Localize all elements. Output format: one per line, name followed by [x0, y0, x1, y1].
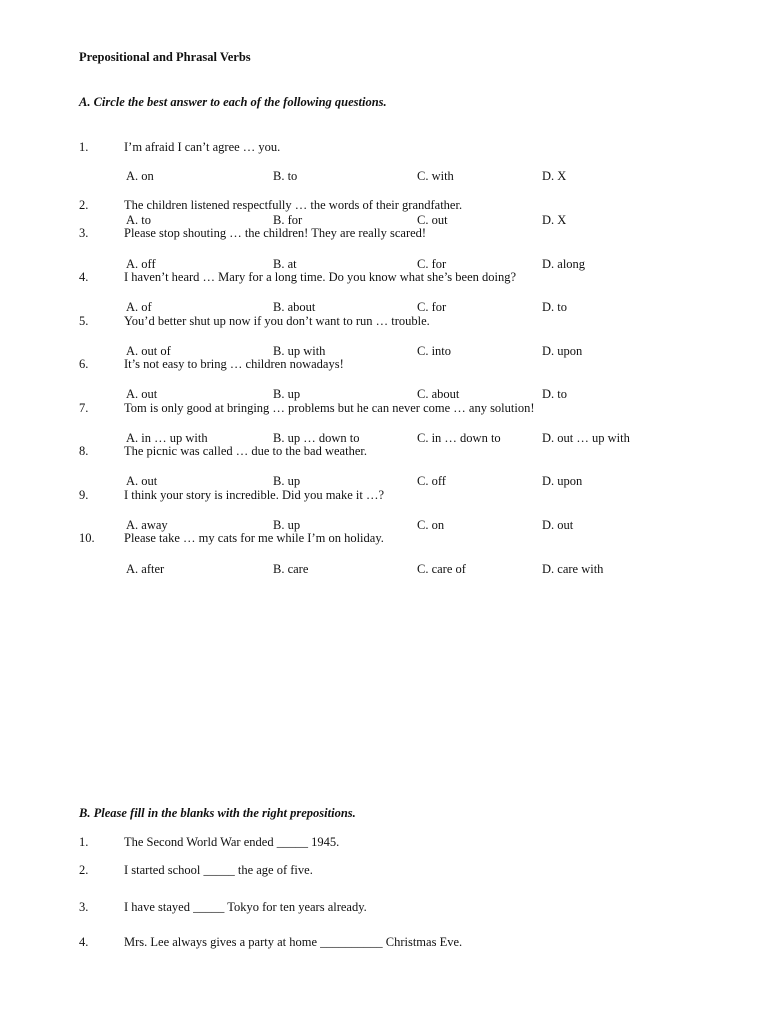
fill-blank-number: 2. [79, 863, 89, 877]
question-text: The children listened respectfully … the words of their grandfather. [124, 198, 463, 212]
fill-blank-sentence[interactable]: Mrs. Lee always gives a party at home __________ Christmas Eve. [124, 935, 463, 949]
section-a-heading: A. Circle the best answer to each of the following questions. [79, 95, 387, 109]
answer-option[interactable]: D. upon [542, 344, 583, 358]
answer-option[interactable]: D. X [542, 213, 567, 227]
answer-option[interactable]: B. up [273, 474, 301, 488]
question-text: I think your story is incredible. Did you make it …? [124, 488, 385, 502]
answer-option[interactable]: A. out of [126, 344, 171, 358]
answer-option[interactable]: B. to [273, 169, 298, 183]
fill-blank-sentence[interactable]: The Second World War ended _____ 1945. [124, 835, 340, 849]
fill-blank-number: 3. [79, 900, 89, 914]
answer-option[interactable]: C. about [417, 387, 460, 401]
answer-option[interactable]: D. along [542, 257, 586, 271]
answer-option[interactable]: D. to [542, 387, 567, 401]
fill-blank-number: 4. [79, 935, 89, 949]
question-number: 8. [79, 444, 89, 458]
question-text: Please stop shouting … the children! They are really scared! [124, 226, 427, 240]
answer-option[interactable]: A. away [126, 518, 168, 532]
question-text: The picnic was called … due to the bad weather. [124, 444, 367, 458]
answer-option[interactable]: B. for [273, 213, 303, 227]
question-text: I haven’t heard … Mary for a long time. Do you know what she’s been doing? [124, 270, 517, 284]
answer-option[interactable]: C. off [417, 474, 446, 488]
answer-option[interactable]: D. upon [542, 474, 583, 488]
answer-option[interactable]: A. after [126, 562, 165, 576]
answer-option[interactable]: A. of [126, 300, 152, 314]
question-text: You’d better shut up now if you don’t want to run … trouble. [124, 314, 430, 328]
question-text: It’s not easy to bring … children nowadays! [124, 357, 344, 371]
question-number: 2. [79, 198, 89, 212]
fill-blank-sentence[interactable]: I started school _____ the age of five. [124, 863, 313, 877]
answer-option[interactable]: D. care with [542, 562, 604, 576]
question-number: 7. [79, 401, 89, 415]
question-number: 1. [79, 140, 89, 154]
answer-option[interactable]: C. on [417, 518, 445, 532]
answer-option[interactable]: A. on [126, 169, 154, 183]
answer-option[interactable]: C. care of [417, 562, 466, 576]
fill-blank-sentence[interactable]: I have stayed _____ Tokyo for ten years already. [124, 900, 367, 914]
answer-option[interactable]: D. to [542, 300, 567, 314]
answer-option[interactable]: D. out … up with [542, 431, 630, 445]
question-number: 6. [79, 357, 89, 371]
answer-option[interactable]: B. up [273, 518, 301, 532]
section-b-heading: B. Please fill in the blanks with the right prepositions. [79, 806, 356, 820]
answer-option[interactable]: D. X [542, 169, 567, 183]
answer-option[interactable]: B. about [273, 300, 316, 314]
answer-option[interactable]: B. up … down to [273, 431, 360, 445]
question-number: 4. [79, 270, 89, 284]
answer-option[interactable]: C. for [417, 300, 447, 314]
worksheet-title: Prepositional and Phrasal Verbs [79, 50, 251, 64]
question-number: 3. [79, 226, 89, 240]
answer-option[interactable]: C. for [417, 257, 447, 271]
answer-option[interactable]: D. out [542, 518, 574, 532]
answer-option[interactable]: C. into [417, 344, 452, 358]
question-number: 10. [79, 531, 95, 545]
answer-option[interactable]: B. up [273, 387, 301, 401]
question-text: Tom is only good at bringing … problems but he can never come … any solution! [124, 401, 535, 415]
answer-option[interactable]: A. to [126, 213, 151, 227]
question-text: I’m afraid I can’t agree … you. [124, 140, 281, 154]
question-number: 5. [79, 314, 89, 328]
answer-option[interactable]: B. at [273, 257, 297, 271]
answer-option[interactable]: C. with [417, 169, 454, 183]
answer-option[interactable]: A. in … up with [126, 431, 208, 445]
answer-option[interactable]: A. out [126, 387, 158, 401]
answer-option[interactable]: C. in … down to [417, 431, 501, 445]
fill-blank-number: 1. [79, 835, 89, 849]
answer-option[interactable]: B. up with [273, 344, 326, 358]
answer-option[interactable]: A. off [126, 257, 156, 271]
answer-option[interactable]: A. out [126, 474, 158, 488]
answer-option[interactable]: C. out [417, 213, 448, 227]
question-number: 9. [79, 488, 89, 502]
question-text: Please take … my cats for me while I’m on holiday. [124, 531, 384, 545]
answer-option[interactable]: B. care [273, 562, 309, 576]
